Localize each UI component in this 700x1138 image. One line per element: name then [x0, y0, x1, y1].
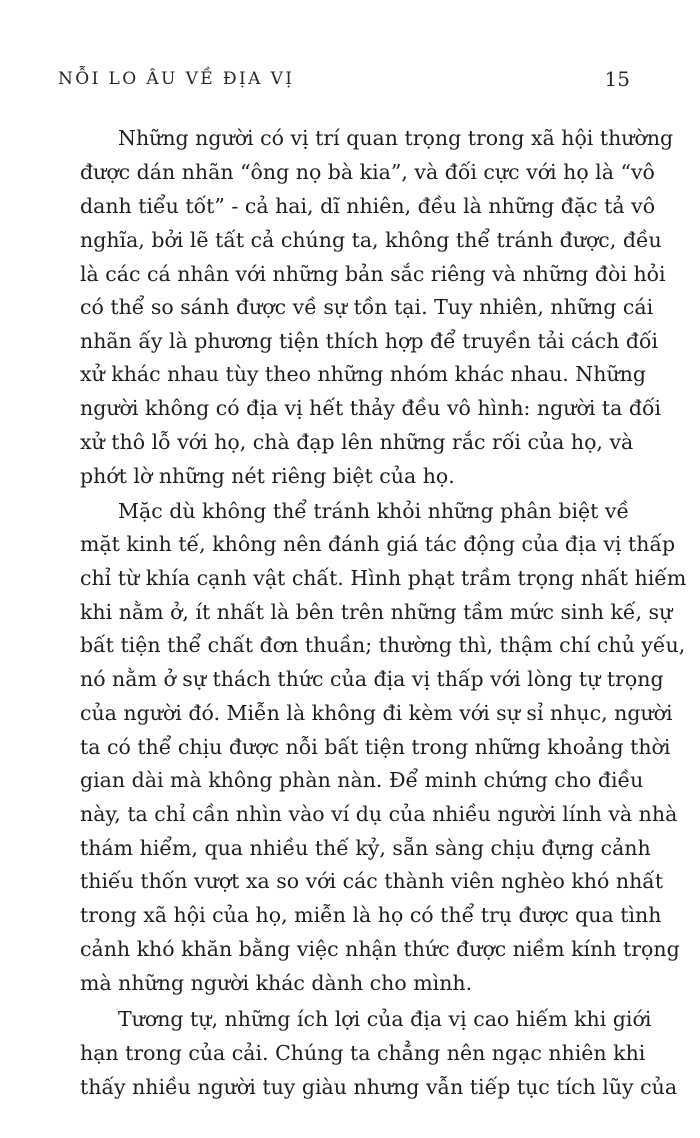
text-line: nó nằm ở sự thách thức của địa vị thấp với lòng tự trọng — [80, 667, 664, 691]
text-line: xử thô lỗ với họ, chà đạp lên những rắc rối của họ, và — [80, 430, 634, 454]
text-line: thấy nhiều người tuy giàu nhưng vẫn tiếp tục tích lũy của — [80, 1075, 678, 1099]
text-line: gian dài mà không phàn nàn. Để minh chứng cho điều — [80, 768, 644, 792]
text-line: này, ta chỉ cần nhìn vào ví dụ của nhiều người lính và nhà — [80, 802, 678, 826]
text-line: nghĩa, bởi lẽ tất cả chúng ta, không thể tránh được, đều — [80, 228, 662, 252]
book-title: NỖI LO ÂU VỀ ĐỊA VỊ — [58, 69, 295, 89]
text-line: có thể so sánh được về sự tồn tại. Tuy nhiên, những cái — [80, 295, 654, 319]
text-line: trong xã hội của họ, miễn là họ có thể trụ được qua tình — [80, 903, 662, 927]
text-line: thám hiểm, qua nhiều thế kỷ, sẵn sàng chịu đựng cảnh — [80, 836, 651, 860]
text-line: là các cá nhân với những bản sắc riêng và những đòi hỏi — [80, 262, 666, 286]
text-line: chỉ từ khía cạnh vật chất. Hình phạt trầm trọng nhất hiếm — [80, 566, 687, 590]
text-line: mà những người khác dành cho mình. — [80, 971, 473, 995]
text-line: người không có địa vị hết thảy đều vô hình: người ta đối — [80, 396, 662, 420]
text-line: phớt lờ những nét riêng biệt của họ. — [80, 464, 455, 488]
text-line: được dán nhãn “ông nọ bà kia”, và đối cực với họ là “vô — [80, 160, 655, 184]
text-line: của người đó. Miễn là không đi kèm với sự sỉ nhục, người — [80, 701, 673, 725]
text-line: nhãn ấy là phương tiện thích hợp để truyền tải cách đối — [80, 329, 659, 353]
running-header — [58, 69, 630, 91]
text-line: mặt kinh tế, không nên đánh giá tác động của địa vị thấp — [80, 532, 676, 556]
text-line: Những người có vị trí quan trọng trong xã hội thường — [118, 126, 674, 150]
text-line: danh tiểu tốt” - cả hai, dĩ nhiên, đều là những đặc tả vô — [80, 194, 656, 218]
text-line: bất tiện thể chất đơn thuần; thường thì, thậm chí chủ yếu, — [80, 633, 686, 657]
text-line: Tương tự, những ích lợi của địa vị cao hiếm khi giới — [118, 1007, 652, 1031]
text-line: ta có thể chịu được nỗi bất tiện trong những khoảng thời — [80, 735, 671, 759]
text-line: thiếu thốn vượt xa so với các thành viên nghèo khó nhất — [80, 869, 664, 893]
text-line: khi nằm ở, ít nhất là bên trên những tầm mức sinh kế, sự — [80, 600, 673, 624]
page-number: 15 — [604, 67, 630, 91]
text-line: xử khác nhau tùy theo những nhóm khác nhau. Những — [80, 362, 646, 386]
text-line: Mặc dù không thể tránh khỏi những phân biệt về — [118, 499, 630, 523]
text-line: hạn trong của cải. Chúng ta chẳng nên ngạc nhiên khi — [80, 1041, 646, 1065]
text-line: cảnh khó khăn bằng việc nhận thức được niềm kính trọng — [80, 937, 680, 961]
